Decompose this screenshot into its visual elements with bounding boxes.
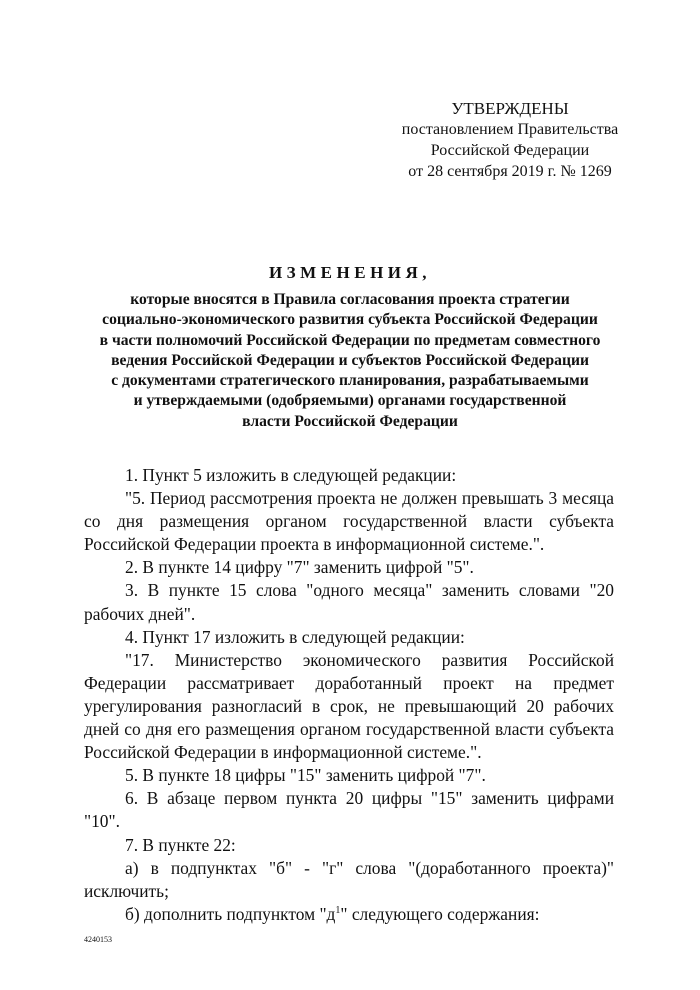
subtitle-line: власти Российской Федерации [242,412,458,430]
subtitle-line: ведения Российской Федерации и субъектов Российской Федерации [111,351,589,369]
subtitle-line: которые вносятся в Правила согласования проекта стратегии [130,291,570,308]
approval-line: постановлением Правительства [401,121,619,138]
approval-date-number: от 28 сентября 2019 г. № 1269 [408,163,612,180]
paragraph-item-5: 5. В пункте 18 цифры "15" заменить цифрой "7". [125,765,486,786]
paragraph-quote-5: "5. Период рассмотрения проекта не должен превышать 3 месяца со дня размещения органом государственной власти субъекта Российской Федерации проекта в информационной системе.". [84,488,614,555]
approval-line: Российской Федерации [430,142,590,159]
paragraph-item-3: 3. В пункте 15 слова "одного месяца" заменить словами "20 рабочих дней". [84,580,614,624]
document-title: ИЗМЕНЕНИЯ, [268,263,432,282]
paragraph-item-7: 7. В пункте 22: [125,834,236,855]
paragraph-item-2: 2. В пункте 14 цифру "7" заменить цифрой "5". [125,557,474,578]
paragraph-item-4: 4. Пункт 17 изложить в следующей редакции: [125,626,465,647]
document-body [84,464,614,926]
paragraph-quote-17: "17. Министерство экономического развития Российской Федерации рассматривает доработанный проект на предмет урегулирования разногласий в срок, не превышающий 20 рабочих дней со дня его размещения органом государственной власти субъекта Российской Федерации в информационной системе.". [84,649,614,763]
subtitle-line: и утверждаемыми (одобряемыми) органами государственной [133,392,567,410]
subitem-b-text: б) дополнить подпунктом "д [125,903,336,924]
paragraph-subitem-b [84,903,614,926]
superscript: 1 [335,904,341,916]
subtitle-line: с документами стратегического планирования, разрабатываемыми [111,372,589,390]
paragraph-item-1: 1. Пункт 5 изложить в следующей редакции: [125,465,457,485]
approval-heading: УТВЕРЖДЕНЫ [451,99,569,118]
approval-block [390,98,630,182]
subtitle-line: в части полномочий Российской Федерации по предметам совместного [99,331,601,349]
subtitle-line: социально-экономического развития субъекта Российской Федерации [102,311,598,329]
paragraph-subitem-a: а) в подпунктах "б" - "г" слова "(доработанного проекта)" исключить; [84,857,614,901]
document-code: 4240153 [84,935,112,944]
document-subtitle [80,290,620,432]
paragraph-item-6: 6. В абзаце первом пункта 20 цифры "15" заменить цифрами "10". [84,788,614,832]
subitem-b-text-end: " следующего содержания: [340,903,540,924]
